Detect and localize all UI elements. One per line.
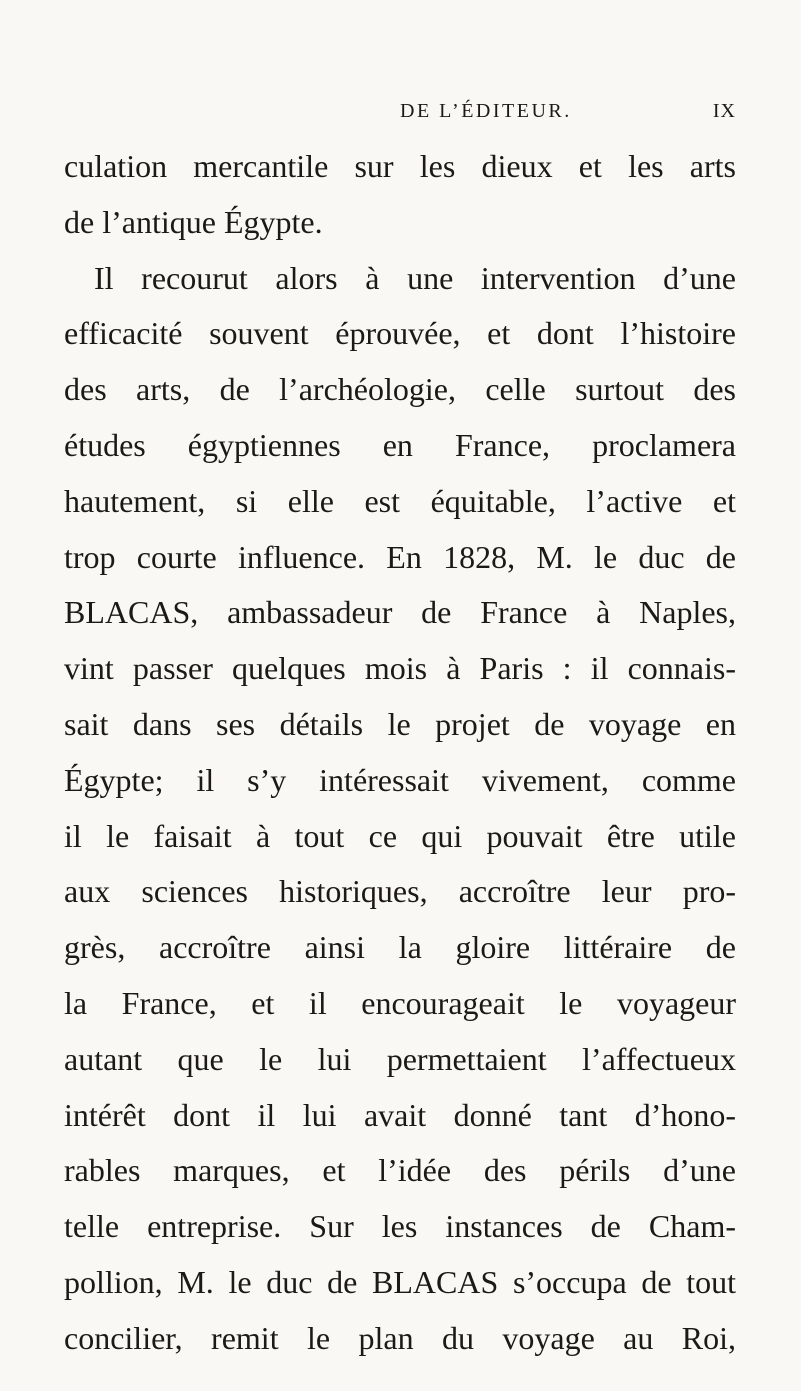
text-line: la France, et il encourageait le voyageur xyxy=(64,984,736,1021)
text-line: rables marques, et l’idée des périls d’une xyxy=(64,1152,736,1189)
text-line: de l’antique Égypte. xyxy=(64,203,323,240)
text-line: concilier, remit le plan du voyage au Roi, xyxy=(64,1319,736,1356)
text-line: efficacité souvent éprouvée, et dont l’histoire xyxy=(64,315,736,352)
text-line: autant que le lui permettaient l’affectueux xyxy=(64,1040,736,1077)
text-line: aux sciences historiques, accroître leur pro- xyxy=(64,873,736,910)
text-line: études égyptiennes en France, proclamera xyxy=(64,426,736,463)
text-line: BLACAS, ambassadeur de France à Naples, xyxy=(64,594,736,631)
text-line: des arts, de l’archéologie, celle surtout des xyxy=(64,371,736,408)
text-line: grès, accroître ainsi la gloire littéraire de xyxy=(64,929,736,966)
text-line: intérêt dont il lui avait donné tant d’hono- xyxy=(64,1096,736,1133)
running-head-title: DE L’ÉDITEUR. xyxy=(400,100,572,122)
text-line: vint passer quelques mois à Paris : il connais- xyxy=(64,650,736,687)
page-number: IX xyxy=(712,100,736,122)
text-line: Égypte; il s’y intéressait vivement, comme xyxy=(64,761,736,798)
text-line: sait dans ses détails le projet de voyage en xyxy=(64,705,736,742)
text-line: trop courte influence. En 1828, M. le duc de xyxy=(64,538,736,575)
text-line: pollion, M. le duc de BLACAS s’occupa de tout xyxy=(64,1263,736,1300)
text-line: telle entreprise. Sur les instances de Cham- xyxy=(64,1208,736,1245)
text-line: Il recourut alors à une intervention d’une xyxy=(94,259,736,296)
text-line: culation mercantile sur les dieux et les arts xyxy=(64,148,736,184)
running-head xyxy=(400,100,736,130)
body-text xyxy=(64,146,736,1374)
text-line: hautement, si elle est équitable, l’active et xyxy=(64,482,736,519)
text-line: il le faisait à tout ce qui pouvait être utile xyxy=(64,817,736,854)
